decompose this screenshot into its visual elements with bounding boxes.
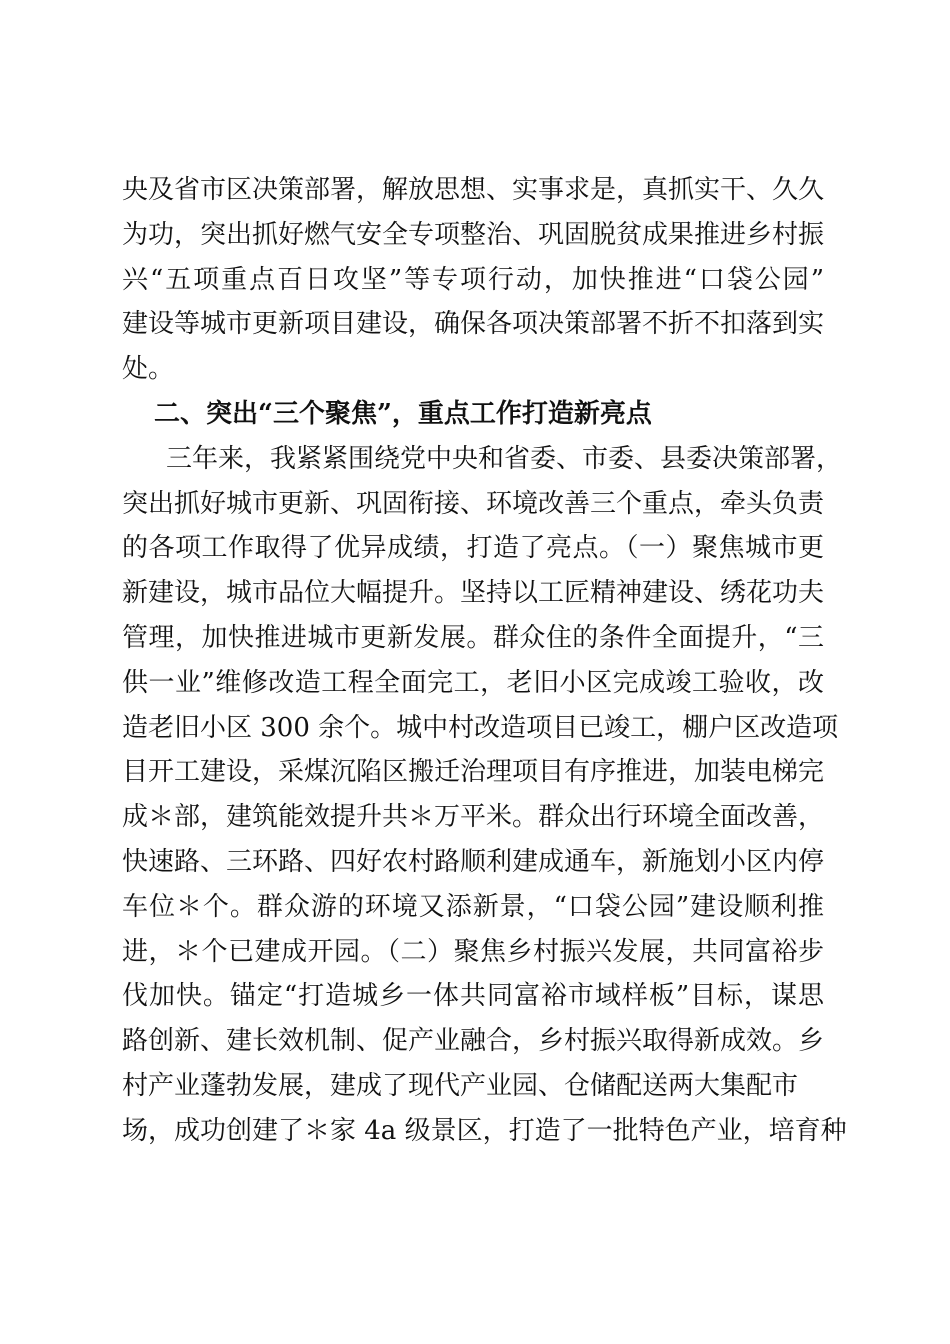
body-text-line: 突出抓好城市更新、巩固衔接、环境改善三个重点，牵头负责: [122, 488, 825, 519]
body-text-line: 管理，加快推进城市更新发展。群众住的条件全面提升，“三: [122, 622, 824, 653]
body-text-line: 的各项工作取得了优异成绩，打造了亮点。（一）聚焦城市更: [122, 533, 824, 564]
body-text-line: 车位＊个。群众游的环境又添新景，“口袋公园”建设顺利推: [122, 891, 824, 922]
body-text-line: 场，成功创建了＊家 4a 级景区，打造了一批特色产业，培育种: [122, 1115, 847, 1146]
body-text-line: 进，＊个已建成开园。（二）聚焦乡村振兴发展，共同富裕步: [122, 936, 824, 967]
body-text-line: 成＊部，建筑能效提升共＊万平米。群众出行环境全面改善，: [122, 802, 825, 833]
body-text-line: 处。: [122, 354, 175, 385]
body-text-line: 目开工建设，采煤沉陷区搬迁治理项目有序推进，加装电梯完: [122, 757, 825, 788]
body-text-line: 快速路、三环路、四好农村路顺利建成通车，新施划小区内停: [122, 846, 825, 877]
body-text-line: 造老旧小区 300 余个。城中村改造项目已竣工，棚户区改造项: [122, 712, 839, 743]
body-text-line: 伐加快。锚定“打造城乡一体共同富裕市域样板”目标，谋思: [122, 981, 824, 1012]
body-text-line: 建设等城市更新项目建设，确保各项决策部署不折不扣落到实: [122, 309, 825, 340]
document-page: [122, 168, 847, 1154]
section-heading: 二、突出“三个聚焦”，重点工作打造新亮点: [154, 398, 652, 429]
body-text-line: 为功，突出抓好燃气安全专项整治、巩固脱贫成果推进乡村振: [122, 219, 825, 250]
body-text-line: 村产业蓬勃发展，建成了现代产业园、仓储配送两大集配市: [122, 1070, 799, 1101]
body-text-line: 央及省市区决策部署，解放思想、实事求是，真抓实干、久久: [122, 175, 825, 205]
body-text-line: 新建设，城市品位大幅提升。坚持以工匠精神建设、绣花功夫: [122, 578, 825, 609]
body-text-line: 供一业”维修改造工程全面完工，老旧小区完成竣工验收，改: [122, 667, 824, 698]
body-text-line: 路创新、建长效机制、促产业融合，乡村振兴取得新成效。乡: [122, 1026, 825, 1057]
body-text-line: 兴“五项重点百日攻坚”等专项行动，加快推进“口袋公园”: [122, 264, 824, 295]
body-text-line: 三年来，我紧紧围绕党中央和省委、市委、县委决策部署，: [166, 443, 843, 474]
